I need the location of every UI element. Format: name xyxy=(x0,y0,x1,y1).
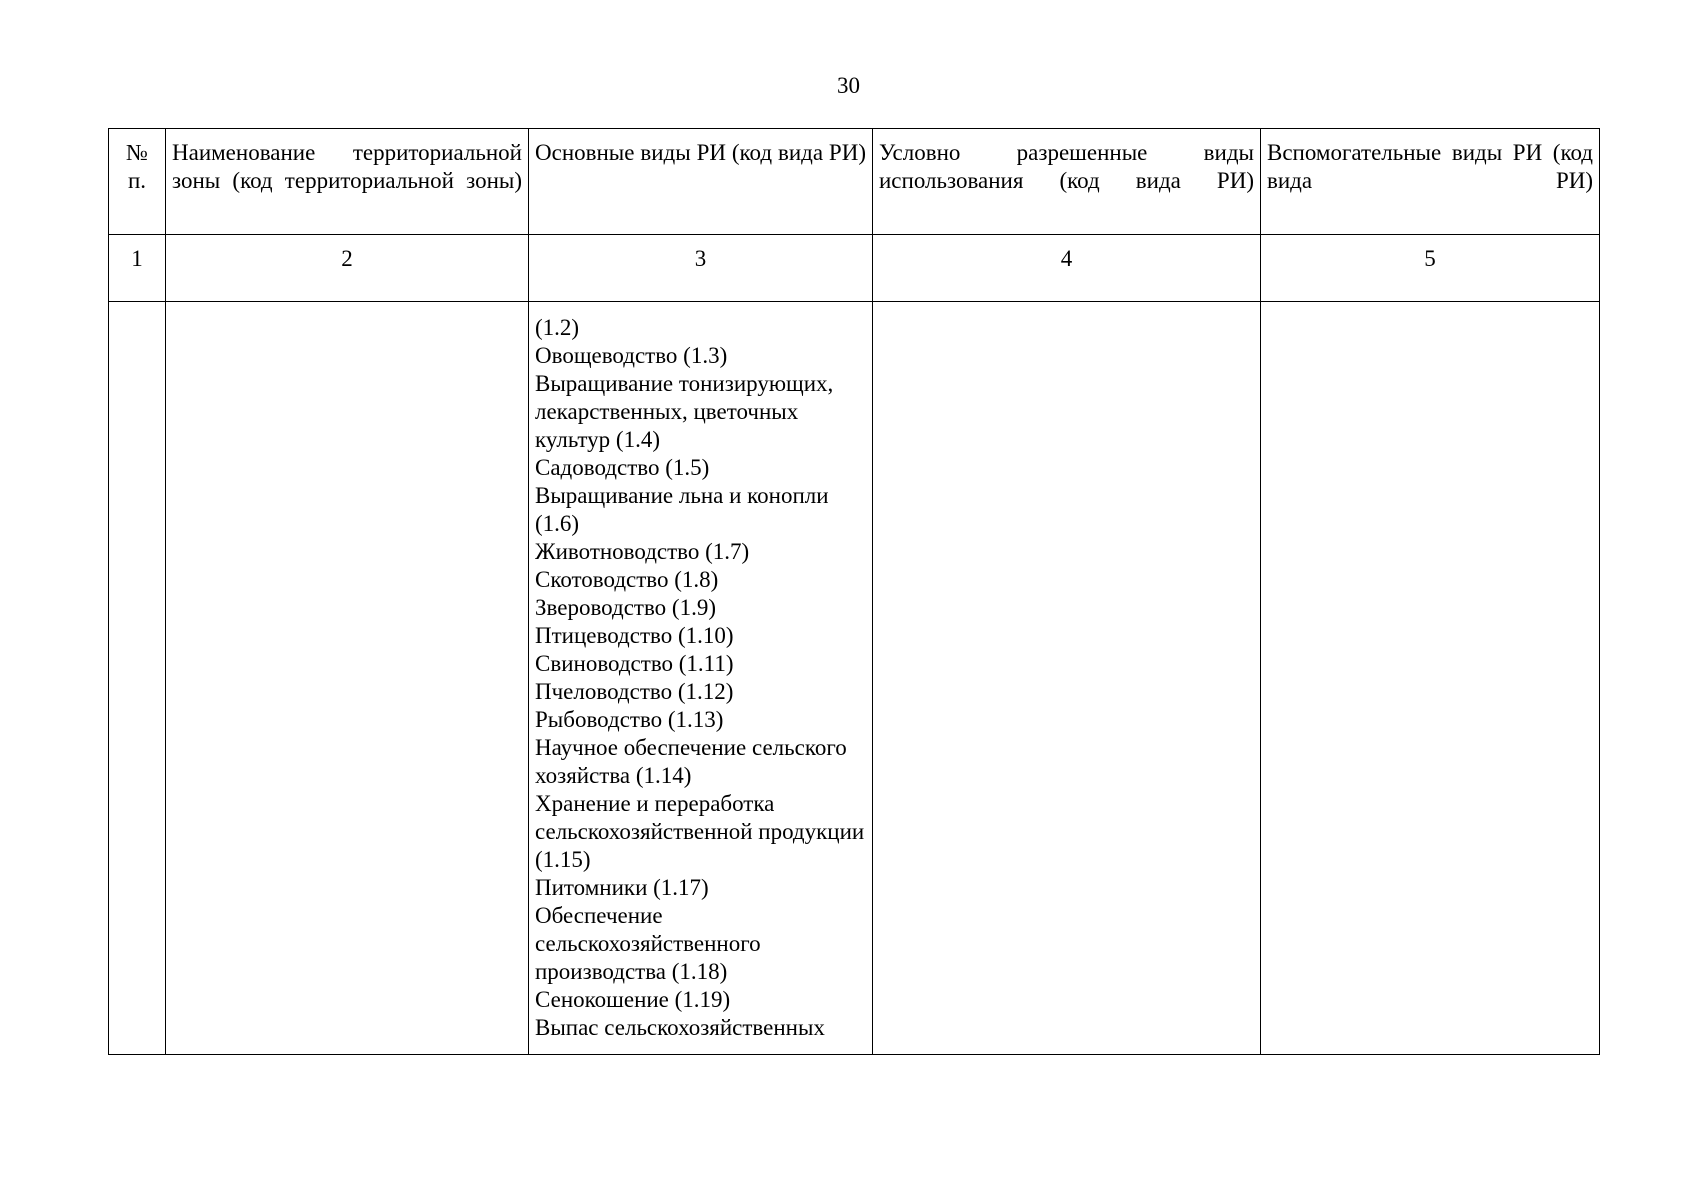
body-number-cell xyxy=(109,302,166,1055)
list-item: Хранение и переработка сельскохозяйственной продукции (1.15) xyxy=(535,791,865,872)
list-item: Пчеловодство (1.12) xyxy=(535,679,734,704)
list-item: Сенокошение (1.19) xyxy=(535,987,731,1012)
table-header-row xyxy=(109,129,1600,235)
zoning-table xyxy=(108,128,1600,1055)
list-item: Свиноводство (1.11) xyxy=(535,651,734,676)
table-row xyxy=(109,302,1600,1055)
header-conditional-uses: Условно разрешенные виды использования (код вида РИ) xyxy=(873,129,1261,235)
body-main-uses-cell xyxy=(529,302,873,1055)
list-item: Животноводство (1.7) xyxy=(535,539,750,564)
list-item: Овощеводство (1.3) xyxy=(535,343,728,368)
column-numbers-row xyxy=(109,235,1600,302)
list-item: Выпас сельскохозяйственных xyxy=(535,1015,825,1040)
body-conditional-uses-cell xyxy=(873,302,1261,1055)
list-item: (1.2) xyxy=(535,315,580,340)
list-item: Звероводство (1.9) xyxy=(535,595,716,620)
header-main-uses: Основные виды РИ (код вида РИ) xyxy=(529,129,873,235)
list-item: Скотоводство (1.8) xyxy=(535,567,719,592)
list-item: Обеспечение сельскохозяйственного производства (1.18) xyxy=(535,903,761,984)
column-number: 5 xyxy=(1261,235,1600,302)
list-item: Питомники (1.17) xyxy=(535,875,709,900)
list-item: Рыбоводство (1.13) xyxy=(535,707,724,732)
column-number: 4 xyxy=(873,235,1261,302)
column-number: 2 xyxy=(166,235,529,302)
body-zone-cell xyxy=(166,302,529,1055)
list-item: Птицеводство (1.10) xyxy=(535,623,734,648)
column-number: 1 xyxy=(109,235,166,302)
page-number: 30 xyxy=(837,73,860,98)
body-auxiliary-uses-cell xyxy=(1261,302,1600,1055)
list-item: Выращивание льна и конопли (1.6) xyxy=(535,483,829,536)
header-auxiliary-uses: Вспомогательные виды РИ (код вида РИ) xyxy=(1261,129,1600,235)
column-number: 3 xyxy=(529,235,873,302)
list-item: Выращивание тонизирующих, лекарственных, цветочных культур (1.4) xyxy=(535,371,834,452)
header-number: № п. xyxy=(109,129,166,235)
list-item: Садоводство (1.5) xyxy=(535,455,710,480)
header-zone-name: Наименование территориальной зоны (код территориальной зоны) xyxy=(166,129,529,235)
list-item: Научное обеспечение сельского хозяйства (1.14) xyxy=(535,735,847,788)
